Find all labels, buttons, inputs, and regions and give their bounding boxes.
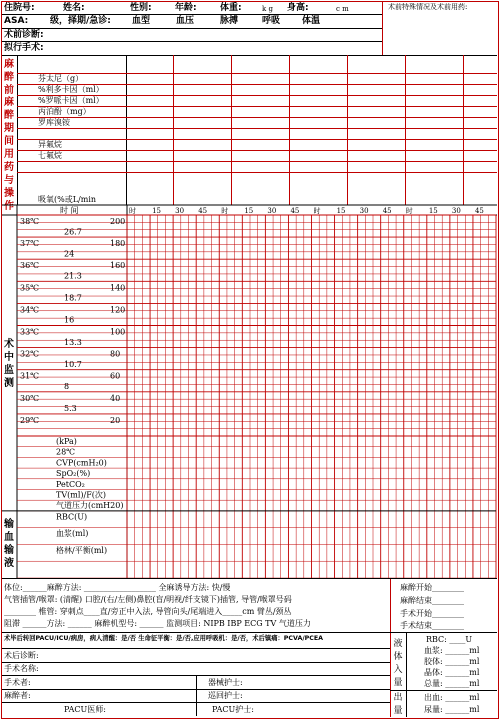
position-method-line: 体位:______麻醉方法: __________________ 全麻诱导方法: 快/慢 xyxy=(4,583,231,592)
monitoring-items-line: 阻滞 ______方法: ______ 麻醉机型号: ______ 监测项目: NIPB IBP ECG TV 气道压力 xyxy=(4,619,311,628)
temp-label: 体温 xyxy=(302,16,321,26)
fluid-rbc: RBC: ____U xyxy=(426,635,473,644)
scale-label: 20 xyxy=(110,415,121,425)
circulating-nurse-label: 巡回护士: xyxy=(208,691,243,700)
post-diagnosis-label: 术后诊断: xyxy=(4,651,39,660)
drug-name: 芬太尼（g） xyxy=(38,74,84,83)
vital-label: (kPa) xyxy=(56,437,77,446)
time-tick: 时 xyxy=(405,207,413,215)
scale-label: 140 xyxy=(110,283,126,293)
bottom-line-b xyxy=(2,648,390,649)
temp-label: 34℃ xyxy=(20,305,40,315)
fluid-plasma: 血浆: ______ml xyxy=(424,646,480,655)
drug-name: 七氟烷 xyxy=(38,151,62,160)
fluid-crystalloid: 晶体: ______ml xyxy=(424,668,480,677)
time-tick: 30 xyxy=(451,207,461,215)
fluid-out-line xyxy=(390,690,497,691)
transfusion-item: RBC(U) xyxy=(56,512,88,522)
weight-label: 体重: xyxy=(220,3,242,13)
pre-diagnosis-label: 术前诊断: xyxy=(4,30,44,40)
vital-label: CVP(cmH₂0) xyxy=(56,458,107,468)
temp-label: 32℃ xyxy=(20,349,40,359)
transfusion-item: 血浆(ml) xyxy=(56,529,89,539)
scale-label: 120 xyxy=(110,305,126,315)
temp-label: 31℃ xyxy=(20,371,40,381)
scale-label: 200 xyxy=(110,217,126,226)
drug-name: 罗库溴铵 xyxy=(38,118,70,127)
bottom-right-divider xyxy=(390,578,391,717)
bottom-top-line xyxy=(2,578,497,579)
intubation-line: 气管插管/喉罩: (清醒) 口腔/(右/左侧)鼻腔(盲/明视/纤支镜下)插管, 导管/喉罩号码 xyxy=(4,595,292,604)
scale-label: 100 xyxy=(110,327,126,337)
pre-anesthesia-label: 麻醉前 xyxy=(4,59,14,96)
vital-label: SpO₂(%) xyxy=(56,469,91,479)
age-label: 年龄: xyxy=(175,3,197,13)
asa-label: ASA: xyxy=(4,16,29,26)
name-label: 姓名: xyxy=(63,3,85,13)
pacu-doctor-label: PACU医师: xyxy=(64,705,106,714)
pacu-nurse-label: PACU护士: xyxy=(212,705,254,714)
vital-label: 28℃ xyxy=(56,447,76,457)
elective-label: 级，择期/急诊: xyxy=(50,16,111,26)
transfusion-item: 格林/平衡(ml) xyxy=(56,545,108,555)
vital-label: PetCO₂ xyxy=(56,479,85,489)
mid-label: 5.3 xyxy=(64,404,77,414)
spinal-line: ________ 椎管: 穿刺点____直/旁正中入法, 导管向头/尾端进入_____cm 臂丛/颈丛 xyxy=(4,607,292,616)
time-tick: 45 xyxy=(382,207,392,215)
time-tick: 30 xyxy=(175,207,185,215)
hospital-no-label: 住院号: xyxy=(4,3,35,13)
op-name-label: 手术名称: xyxy=(4,664,39,673)
time-tick: 15 xyxy=(336,207,346,215)
scale-label: 40 xyxy=(110,393,121,403)
mid-label: 26.7 xyxy=(64,227,82,237)
time-label: 时 间 xyxy=(60,206,79,215)
drug-name: %利多卡因（ml） xyxy=(38,85,104,94)
scale-label: 60 xyxy=(110,371,121,381)
mid-label: 10.7 xyxy=(64,359,82,369)
temp-label: 36℃ xyxy=(20,261,40,271)
intraop-monitoring-label: 术中监测 xyxy=(4,339,14,389)
mid-label: 13.3 xyxy=(64,337,82,347)
time-tick: 30 xyxy=(359,207,369,215)
drug-name: 异氟烷 xyxy=(38,140,62,149)
mid-label: 8 xyxy=(64,382,70,392)
height-unit: c m xyxy=(336,5,349,13)
resp-label: 呼吸 xyxy=(262,16,281,26)
post-op-line: 术毕后转回PACU/ICU/病房，病人清醒：是/否 生命征平衡：是/否,应用呼吸机：是/否，术后镇痛：PCVA/PCEA xyxy=(4,635,324,642)
fluid-label-col xyxy=(406,632,407,717)
mid-label: 18.7 xyxy=(64,293,82,303)
bottom-line-c xyxy=(2,662,390,663)
time-tick: 时 xyxy=(313,207,321,215)
time-tick: 时 xyxy=(129,207,136,215)
time-tick: 45 xyxy=(198,207,208,215)
mid-label: 16 xyxy=(64,315,75,325)
mid-label: 24 xyxy=(64,249,75,259)
fluid-in-label: 液体入量 xyxy=(393,639,403,688)
anesthesia-end: 麻醉结束________ xyxy=(400,596,464,605)
temp-label: 35℃ xyxy=(20,283,40,293)
surgeon-label: 手术者: xyxy=(4,678,31,687)
instrument-nurse-label: 器械护士: xyxy=(208,678,243,687)
anesthesia-start: 麻醉开始________ xyxy=(400,583,464,592)
pulse-label: 脉搏 xyxy=(220,16,239,26)
fluid-colloid: 胶体: ______ml xyxy=(424,657,480,666)
temp-label: 33℃ xyxy=(20,327,40,337)
time-tick: 时 xyxy=(221,207,229,215)
time-tick: 45 xyxy=(290,207,300,215)
fluid-bleeding: 出血: ______ml xyxy=(424,693,480,702)
blood-pressure-label: 血压 xyxy=(176,16,195,26)
time-tick: 15 xyxy=(152,207,161,215)
drug-name: 丙泊酚（mg） xyxy=(38,107,91,116)
special-note-label: 术前特殊情况及术前用药: xyxy=(388,3,468,11)
bottom-line-a xyxy=(2,632,390,633)
transfusion-label: 输血输液 xyxy=(4,519,14,569)
mid-label: 21.3 xyxy=(64,271,82,281)
scale-label: 180 xyxy=(110,239,126,249)
blood-type-label: 血型 xyxy=(132,16,151,26)
weight-unit: k g xyxy=(262,5,273,13)
temp-label: 37℃ xyxy=(20,239,40,249)
time-tick: 30 xyxy=(267,207,277,215)
anesthesia-drug-label: 麻醉期间用药与操作 xyxy=(4,97,14,212)
temp-label: 30℃ xyxy=(20,393,40,403)
temp-label: 29℃ xyxy=(20,415,40,425)
fluid-urine: 尿量: ______ml xyxy=(424,705,480,714)
scale-label: 160 xyxy=(110,261,126,271)
vital-label: TV(ml)/F(次) xyxy=(56,490,106,500)
time-tick: 15 xyxy=(428,207,438,215)
anesthetist-label: 麻醉者: xyxy=(4,691,31,700)
surgery-end: 手术结束________ xyxy=(400,621,464,630)
fluid-out-label: 出量 xyxy=(393,693,403,716)
sex-label: 性别: xyxy=(130,3,152,13)
time-tick: 15 xyxy=(244,207,254,215)
temp-label: 38℃ xyxy=(20,217,40,226)
drug-name: %罗哌卡因（ml） xyxy=(38,96,104,105)
time-tick: 45 xyxy=(474,207,484,215)
height-label: 身高: xyxy=(287,3,309,13)
bottom-mid-divider xyxy=(196,675,197,716)
scale-label: 80 xyxy=(110,349,121,359)
vital-label: 气道压力(cmH20) xyxy=(56,501,124,511)
planned-op-label: 拟行手术: xyxy=(4,43,44,53)
oxygen-label: 吸氧(%或L/min xyxy=(38,195,97,204)
surgery-start: 手术开始________ xyxy=(400,609,464,618)
fluid-total: 总量: ______ml xyxy=(424,679,480,688)
